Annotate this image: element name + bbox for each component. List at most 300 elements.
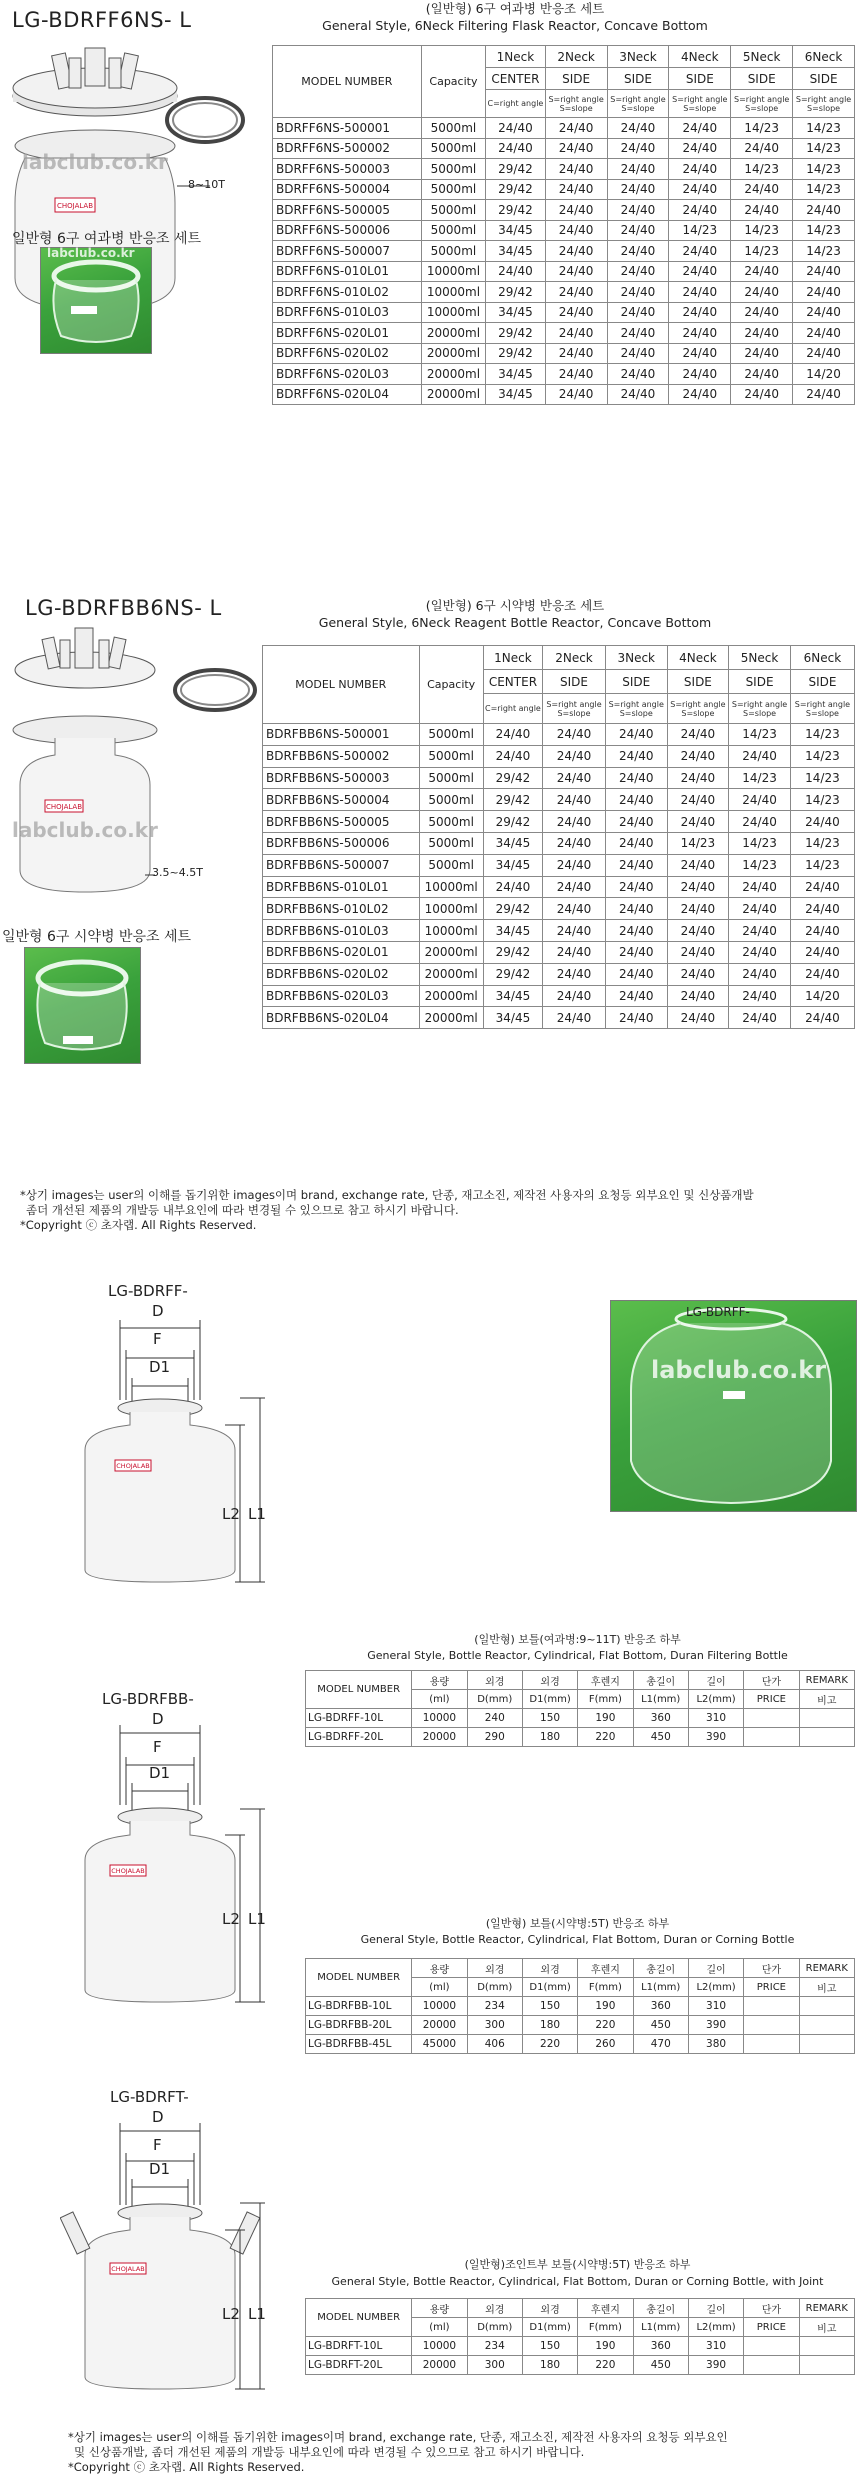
neck-size-cell: 14/23 [790, 745, 854, 767]
section2-model-title: LG-BDRFBB6NS- L [25, 596, 222, 620]
svg-text:CHOJALAB: CHOJALAB [111, 2265, 145, 2273]
header-cell: 단가 [744, 1671, 799, 1690]
neck-size-cell: 24/40 [607, 200, 669, 221]
neck-size-cell: 24/40 [607, 384, 669, 405]
header-cell: 외경 [467, 1959, 522, 1978]
neck-size-cell: 24/40 [545, 220, 607, 241]
value-cell: 470 [633, 2035, 688, 2054]
table-row [273, 220, 855, 241]
table-row [306, 2035, 855, 2054]
header-unit-cell: D(mm) [467, 1978, 522, 1997]
neck-size-cell: 24/40 [669, 200, 731, 221]
value-cell: 20000 [412, 1728, 467, 1747]
neck-size-cell: 24/40 [486, 118, 545, 139]
bdrff-photo-watermark: labclub.co.kr [651, 1356, 827, 1384]
capacity-cell: 5000ml [419, 811, 483, 833]
notice2-line1: *상기 images는 user의 이해를 돕기위한 images이며 brand, exchange rate, 단종, 재고소진, 제작전 사용자의 요청등 외부요인 [68, 2430, 728, 2444]
header-angle: S=right angle S=slope [669, 90, 731, 118]
model-cell: BDRFF6NS-010L01 [273, 261, 422, 282]
bdrft-dim-f: F [153, 2136, 162, 2154]
header-unit-cell: D1(mm) [522, 1978, 577, 1997]
neck-size-cell: 24/40 [667, 1007, 729, 1029]
neck-size-cell: 24/40 [605, 854, 667, 876]
neck-size-cell: 24/40 [793, 343, 855, 364]
capacity-cell: 20000ml [421, 364, 485, 385]
header-neck: 4Neck [667, 646, 729, 670]
header-neck: 2Neck [545, 46, 607, 68]
capacity-cell: 5000ml [421, 220, 485, 241]
table-row [263, 745, 855, 767]
bdrfbb-dim-l2: L2 [222, 1910, 240, 1928]
neck-size-cell: 24/40 [793, 323, 855, 344]
model-cell: BDRFF6NS-500006 [273, 220, 422, 241]
model-cell: BDRFBB6NS-500005 [263, 811, 420, 833]
capacity-cell: 10000ml [421, 282, 485, 303]
header-neck: 3Neck [607, 46, 669, 68]
bdrff-photo-label: LG-BDRFF- [686, 1305, 750, 1319]
value-cell [799, 2337, 854, 2356]
model-cell: BDRFF6NS-500003 [273, 159, 422, 180]
bdrfbb-table [305, 1958, 855, 2054]
value-cell: 180 [522, 2016, 577, 2035]
table-row [273, 282, 855, 303]
neck-size-cell: 24/40 [543, 898, 606, 920]
neck-size-cell: 14/23 [790, 724, 854, 746]
table-row [263, 811, 855, 833]
capacity-cell: 10000ml [419, 898, 483, 920]
neck-size-cell: 34/45 [486, 241, 545, 262]
model-cell: LG-BDRFT-20L [306, 2356, 412, 2375]
neck-size-cell: 24/40 [543, 767, 606, 789]
neck-size-cell: 24/40 [545, 323, 607, 344]
model-cell: BDRFF6NS-020L03 [273, 364, 422, 385]
neck-size-cell: 24/40 [607, 138, 669, 159]
table-row [263, 898, 855, 920]
model-cell: BDRFBB6NS-020L02 [263, 963, 420, 985]
neck-size-cell: 14/23 [667, 832, 729, 854]
table-row [273, 302, 855, 323]
neck-size-cell: 14/23 [669, 220, 731, 241]
value-cell: 260 [578, 2035, 633, 2054]
flange-note-1: 8~10T [188, 178, 225, 191]
header-unit-cell: PRICE [744, 1690, 799, 1709]
neck-size-cell: 24/40 [669, 179, 731, 200]
neck-size-cell: 24/40 [729, 789, 791, 811]
neck-size-cell: 14/23 [729, 854, 791, 876]
value-cell: 310 [688, 1997, 743, 2016]
table-row [306, 2016, 855, 2035]
model-cell: LG-BDRFF-20L [306, 1728, 412, 1747]
neck-size-cell: 24/40 [607, 261, 669, 282]
neck-size-cell: 14/23 [729, 724, 791, 746]
header-cell: 총길이 [633, 1959, 688, 1978]
value-cell [744, 1709, 799, 1728]
header-capacity: Capacity [421, 46, 485, 118]
neck-size-cell: 34/45 [483, 832, 542, 854]
neck-size-cell: 14/23 [793, 159, 855, 180]
neck-size-cell: 14/23 [793, 241, 855, 262]
header-neck: 4Neck [669, 46, 731, 68]
value-cell [744, 2035, 799, 2054]
neck-size-cell: 24/40 [669, 323, 731, 344]
watermark-1: labclub.co.kr [22, 150, 168, 174]
model-cell: BDRFBB6NS-010L02 [263, 898, 420, 920]
value-cell: 310 [688, 1709, 743, 1728]
bdrfbb-dim-l1: L1 [248, 1910, 266, 1928]
header-unit-cell: D1(mm) [522, 1690, 577, 1709]
header-neck: 6Neck [793, 46, 855, 68]
table-row [273, 118, 855, 139]
header-neck: 1Neck [486, 46, 545, 68]
bdrff-title-kr: (일반형) 보틀(여과병:9~11T) 반응조 하부 [474, 1633, 681, 1646]
bdrfbb-title-en: General Style, Bottle Reactor, Cylindrical, Flat Bottom, Duran or Corning Bottle [360, 1933, 795, 1946]
neck-size-cell: 24/40 [793, 384, 855, 405]
table-row [273, 200, 855, 221]
capacity-cell: 20000ml [421, 384, 485, 405]
neck-size-cell: 29/42 [483, 811, 542, 833]
neck-size-cell: 34/45 [486, 384, 545, 405]
section2-photo [24, 947, 141, 1064]
model-cell: BDRFBB6NS-020L01 [263, 941, 420, 963]
neck-size-cell: 24/40 [667, 963, 729, 985]
value-cell: 220 [522, 2035, 577, 2054]
value-cell: 190 [578, 1997, 633, 2016]
neck-size-cell: 24/40 [731, 323, 793, 344]
value-cell: 150 [522, 1709, 577, 1728]
neck-size-cell: 24/40 [669, 384, 731, 405]
flask-photo-glass [41, 248, 151, 353]
model-cell: BDRFBB6NS-500007 [263, 854, 420, 876]
bdrfbb-dim-d: D [152, 1710, 164, 1728]
header-cell: 길이 [688, 2299, 743, 2318]
neck-size-cell: 24/40 [605, 985, 667, 1007]
section2-caption: 일반형 6구 시약병 반응조 세트 [2, 929, 191, 945]
neck-size-cell: 24/40 [543, 1007, 606, 1029]
header-unit-cell: L2(mm) [688, 1690, 743, 1709]
bdrfbb-dim-d1: D1 [149, 1764, 171, 1782]
header-unit-cell: PRICE [744, 1978, 799, 1997]
bdrft-dimension-drawing [60, 2105, 280, 2405]
model-cell: BDRFF6NS-500005 [273, 200, 422, 221]
header-angle: C=right angle [486, 90, 545, 118]
neck-size-cell: 24/40 [543, 724, 606, 746]
table-row [273, 343, 855, 364]
neck-size-cell: 24/40 [667, 789, 729, 811]
svg-text:CHOJALAB: CHOJALAB [116, 1462, 150, 1470]
value-cell: 300 [467, 2016, 522, 2035]
neck-size-cell: 24/40 [669, 138, 731, 159]
table-row [263, 767, 855, 789]
watermark-2: labclub.co.kr [12, 818, 158, 842]
neck-size-cell: 14/23 [731, 159, 793, 180]
capacity-cell: 5000ml [421, 241, 485, 262]
neck-size-cell: 24/40 [607, 179, 669, 200]
header-neck: 5Neck [731, 46, 793, 68]
header-cell: 용량 [412, 2299, 467, 2318]
value-cell [744, 2016, 799, 2035]
model-cell: BDRFF6NS-500001 [273, 118, 422, 139]
header-angle: S=right angle S=slope [729, 694, 791, 724]
header-position: CENTER [483, 670, 542, 694]
model-cell: BDRFBB6NS-020L04 [263, 1007, 420, 1029]
neck-size-cell: 24/40 [545, 200, 607, 221]
header-neck: 1Neck [483, 646, 542, 670]
bdrft-title-en: General Style, Bottle Reactor, Cylindrical, Flat Bottom, Duran or Corning Bottle, with Joint [331, 2275, 824, 2288]
neck-size-cell: 24/40 [790, 898, 854, 920]
value-cell [744, 1997, 799, 2016]
header-cell: 외경 [522, 2299, 577, 2318]
notice2 [68, 2430, 858, 2475]
header-cell: 단가 [744, 2299, 799, 2318]
neck-size-cell: 24/40 [790, 1007, 854, 1029]
neck-size-cell: 24/40 [729, 876, 791, 898]
model-cell: BDRFF6NS-500007 [273, 241, 422, 262]
value-cell: 290 [467, 1728, 522, 1747]
section1-title-en: General Style, 6Neck Filtering Flask Reactor, Concave Bottom [322, 18, 708, 33]
header-neck: 5Neck [729, 646, 791, 670]
neck-size-cell: 24/40 [731, 261, 793, 282]
neck-size-cell: 24/40 [545, 118, 607, 139]
value-cell: 220 [578, 1728, 633, 1747]
model-cell: LG-BDRFBB-20L [306, 2016, 412, 2035]
neck-size-cell: 24/40 [669, 364, 731, 385]
value-cell: 450 [633, 1728, 688, 1747]
header-position: SIDE [731, 68, 793, 90]
capacity-cell: 5000ml [419, 854, 483, 876]
neck-size-cell: 24/40 [483, 876, 542, 898]
neck-size-cell: 24/40 [605, 811, 667, 833]
neck-size-cell: 24/40 [605, 789, 667, 811]
neck-size-cell: 24/40 [486, 138, 545, 159]
header-angle: S=right angle S=slope [545, 90, 607, 118]
neck-size-cell: 24/40 [669, 118, 731, 139]
neck-size-cell: 14/20 [793, 364, 855, 385]
neck-size-cell: 24/40 [605, 724, 667, 746]
neck-size-cell: 34/45 [486, 364, 545, 385]
neck-size-cell: 24/40 [545, 179, 607, 200]
model-cell: BDRFBB6NS-500003 [263, 767, 420, 789]
section1-model-title: LG-BDRFF6NS- L [12, 8, 192, 32]
value-cell: 10000 [412, 2337, 467, 2356]
neck-size-cell: 14/20 [790, 985, 854, 1007]
value-cell: 20000 [412, 2356, 467, 2375]
neck-size-cell: 24/40 [543, 985, 606, 1007]
header-angle: S=right angle S=slope [543, 694, 606, 724]
neck-size-cell: 29/42 [486, 343, 545, 364]
bdrff-dim-l1: L1 [248, 1505, 266, 1523]
photo-watermark-1: labclub.co.kr [47, 246, 135, 260]
header-row [306, 2299, 855, 2318]
neck-size-cell: 24/40 [731, 179, 793, 200]
table-row [273, 179, 855, 200]
value-cell: 360 [633, 2337, 688, 2356]
table-row [263, 920, 855, 942]
neck-size-cell: 24/40 [667, 941, 729, 963]
neck-size-cell: 24/40 [605, 963, 667, 985]
neck-size-cell: 24/40 [669, 282, 731, 303]
section1-caption: 일반형 6구 여과병 반응조 세트 [12, 231, 201, 247]
model-cell: LG-BDRFBB-45L [306, 2035, 412, 2054]
capacity-cell: 20000ml [419, 941, 483, 963]
header-cell: 외경 [467, 1671, 522, 1690]
section2-title-kr: (일반형) 6구 시약병 반응조 세트 [425, 598, 605, 613]
header-unit-cell: 비고 [799, 2318, 854, 2337]
table-row [306, 1997, 855, 2016]
capacity-cell: 5000ml [419, 767, 483, 789]
value-cell: 180 [522, 2356, 577, 2375]
neck-size-cell: 24/40 [605, 898, 667, 920]
value-cell [799, 2356, 854, 2375]
neck-size-cell: 24/40 [729, 745, 791, 767]
neck-size-cell: 24/40 [667, 898, 729, 920]
neck-size-cell: 24/40 [793, 200, 855, 221]
neck-size-cell: 24/40 [793, 302, 855, 323]
value-cell [744, 1728, 799, 1747]
svg-text:CHOJALAB: CHOJALAB [45, 803, 83, 811]
neck-size-cell: 24/40 [793, 261, 855, 282]
model-cell: BDRFBB6NS-020L03 [263, 985, 420, 1007]
reactor-illustration-2 [5, 620, 265, 910]
table-row [263, 985, 855, 1007]
bdrfbb-dim-f: F [153, 1738, 162, 1756]
header-angle: S=right angle S=slope [793, 90, 855, 118]
model-cell: BDRFF6NS-020L04 [273, 384, 422, 405]
header-cell: 외경 [522, 1959, 577, 1978]
bdrff-dim-l2: L2 [222, 1505, 240, 1523]
neck-size-cell: 24/40 [545, 159, 607, 180]
table-row [306, 1709, 855, 1728]
header-unit-cell: (ml) [412, 1690, 467, 1709]
model-cell: BDRFBB6NS-500004 [263, 789, 420, 811]
capacity-cell: 20000ml [421, 343, 485, 364]
value-cell: 406 [467, 2035, 522, 2054]
neck-size-cell: 24/40 [667, 811, 729, 833]
capacity-cell: 20000ml [419, 963, 483, 985]
neck-size-cell: 24/40 [669, 261, 731, 282]
capacity-cell: 5000ml [421, 138, 485, 159]
neck-size-cell: 14/23 [793, 118, 855, 139]
table-row [306, 2337, 855, 2356]
capacity-cell: 5000ml [421, 159, 485, 180]
header-unit-cell: F(mm) [578, 1978, 633, 1997]
header-unit-cell: F(mm) [578, 1690, 633, 1709]
notice1-line2: 좀더 개선된 제품의 개발등 내부요인에 따라 변경될 수 있으므로 참고 하시기 바랍니다. [26, 1203, 459, 1217]
neck-size-cell: 24/40 [729, 941, 791, 963]
section1-title-kr: (일반형) 6구 여과병 반응조 세트 [425, 1, 605, 16]
svg-text:CHOJALAB: CHOJALAB [56, 202, 94, 210]
neck-size-cell: 24/40 [667, 745, 729, 767]
value-cell: 450 [633, 2356, 688, 2375]
value-cell: 390 [688, 1728, 743, 1747]
bdrfbb-model-title: LG-BDRFBB- [102, 1690, 194, 1708]
neck-size-cell: 24/40 [607, 159, 669, 180]
header-unit-cell: (ml) [412, 2318, 467, 2337]
header-position: CENTER [486, 68, 545, 90]
capacity-cell: 10000ml [419, 876, 483, 898]
header-unit-cell: L1(mm) [633, 2318, 688, 2337]
neck-size-cell: 24/40 [545, 302, 607, 323]
neck-size-cell: 24/40 [790, 920, 854, 942]
value-cell: 380 [688, 2035, 743, 2054]
header-neck: 2Neck [543, 646, 606, 670]
neck-size-cell: 24/40 [545, 261, 607, 282]
value-cell [799, 2016, 854, 2035]
model-cell: BDRFF6NS-010L03 [273, 302, 422, 323]
model-cell: BDRFBB6NS-500001 [263, 724, 420, 746]
model-cell: BDRFF6NS-020L01 [273, 323, 422, 344]
section2-spec-table [262, 645, 855, 1029]
notice1-line1: *상기 images는 user의 이해를 돕기위한 images이며 brand, exchange rate, 단종, 재고소진, 제작전 사용자의 요청등 외부요인 및 신상품개발 [20, 1188, 754, 1202]
header-unit-cell: F(mm) [578, 2318, 633, 2337]
neck-size-cell: 24/40 [669, 302, 731, 323]
table-row [273, 241, 855, 262]
neck-size-cell: 24/40 [543, 920, 606, 942]
table-row [273, 261, 855, 282]
table-row [263, 724, 855, 746]
capacity-cell: 5000ml [421, 200, 485, 221]
header-position: SIDE [545, 68, 607, 90]
header-position: SIDE [729, 670, 791, 694]
neck-size-cell: 24/40 [729, 963, 791, 985]
neck-size-cell: 24/40 [545, 241, 607, 262]
header-cell: 외경 [467, 2299, 522, 2318]
value-cell: 220 [578, 2016, 633, 2035]
header-cell: 길이 [688, 1959, 743, 1978]
table-row [263, 876, 855, 898]
header-unit-cell: D(mm) [467, 2318, 522, 2337]
neck-size-cell: 34/45 [483, 920, 542, 942]
value-cell: 45000 [412, 2035, 467, 2054]
neck-size-cell: 24/40 [607, 343, 669, 364]
value-cell [799, 1709, 854, 1728]
neck-size-cell: 29/42 [483, 898, 542, 920]
value-cell: 150 [522, 2337, 577, 2356]
value-cell: 240 [467, 1709, 522, 1728]
neck-size-cell: 24/40 [790, 941, 854, 963]
bdrft-dim-l1: L1 [248, 2305, 266, 2323]
neck-size-cell: 14/23 [793, 179, 855, 200]
section1-photo [40, 247, 152, 354]
value-cell: 390 [688, 2356, 743, 2375]
neck-size-cell: 29/42 [486, 323, 545, 344]
bdrff-table [305, 1670, 855, 1747]
table-row [263, 1007, 855, 1029]
neck-size-cell: 24/40 [543, 876, 606, 898]
neck-size-cell: 34/45 [483, 985, 542, 1007]
table-row [273, 384, 855, 405]
bdrft-title-kr: (일반형)조인트부 보틀(시약병:5T) 반응조 하부 [464, 2258, 691, 2271]
header-cell: REMARK [799, 2299, 854, 2318]
header-capacity: Capacity [419, 646, 483, 724]
value-cell [799, 1728, 854, 1747]
neck-size-cell: 24/40 [669, 241, 731, 262]
neck-size-cell: 24/40 [543, 811, 606, 833]
header-cell: 후렌지 [578, 2299, 633, 2318]
capacity-cell: 20000ml [421, 323, 485, 344]
neck-size-cell: 24/40 [790, 876, 854, 898]
bdrft-dim-l2: L2 [222, 2305, 240, 2323]
capacity-cell: 5000ml [421, 179, 485, 200]
neck-size-cell: 24/40 [605, 745, 667, 767]
header-unit-cell: D1(mm) [522, 2318, 577, 2337]
notice1 [20, 1188, 860, 1233]
neck-size-cell: 14/23 [790, 767, 854, 789]
neck-size-cell: 24/40 [790, 811, 854, 833]
capacity-cell: 20000ml [419, 1007, 483, 1029]
section1-rows [273, 118, 855, 405]
neck-size-cell: 24/40 [605, 832, 667, 854]
neck-size-cell: 24/40 [790, 963, 854, 985]
